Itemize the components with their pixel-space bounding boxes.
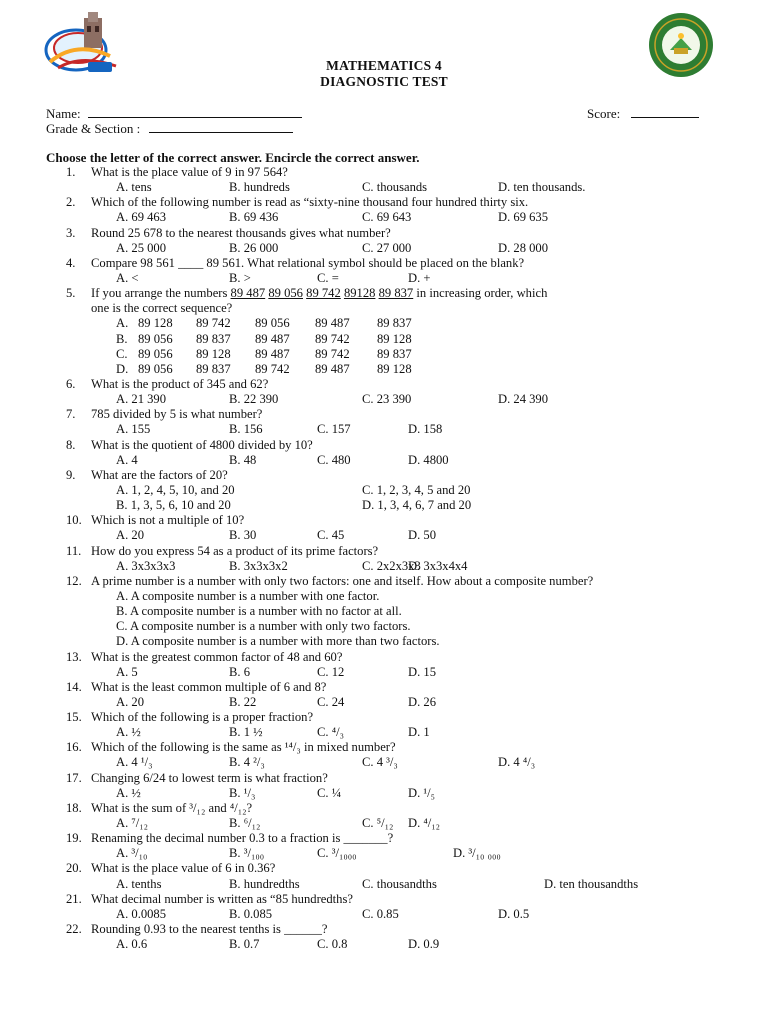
question-text-main: What are the factors of 20? — [91, 467, 228, 482]
answer-option[interactable]: B. 22 390 — [229, 392, 279, 407]
question-line — [0, 801, 768, 816]
question-text — [91, 680, 326, 695]
answer-option[interactable]: B. 4 ²/₃ — [229, 755, 265, 770]
question-number: 8. — [66, 437, 76, 452]
answer-option[interactable]: C. ³/₁₀₀₀ — [317, 846, 357, 861]
question-item — [0, 226, 768, 256]
options-row — [0, 634, 768, 649]
answer-option[interactable]: B. A composite number is a number with no factor at all. — [116, 604, 402, 619]
question-number: 10. — [66, 513, 82, 528]
question-item — [0, 165, 768, 195]
question-item — [0, 892, 768, 922]
question-text-main: Changing 6/24 to lowest term is what fraction? — [91, 770, 328, 785]
answer-option[interactable]: A. 21 390 — [116, 392, 167, 407]
options-row — [0, 271, 768, 286]
options-row — [0, 907, 768, 922]
question-text-main: What is the sum of ³/₁₂ and ⁴/₁₂? — [91, 800, 253, 815]
question-line — [0, 574, 768, 589]
question-text-main: If you arrange the numbers — [91, 286, 228, 301]
question-item — [0, 801, 768, 831]
question-text-main: Round 25 678 to the nearest thousands gives what number? — [91, 225, 391, 240]
grade-section-field[interactable] — [46, 120, 293, 137]
answer-option[interactable]: B. 30 — [229, 528, 257, 543]
options-row — [0, 498, 768, 513]
answer-option[interactable]: D. 50 — [408, 528, 436, 543]
question-text-main: Compare 98 561 ____ 89 561. What relational symbol should be placed on the blank? — [91, 255, 525, 270]
answer-option[interactable]: B. > — [229, 270, 251, 285]
answer-option[interactable]: D. 15 — [408, 664, 436, 679]
question-text — [91, 801, 252, 816]
options-row — [0, 665, 768, 680]
question-line — [0, 922, 768, 937]
sequence-value: 89 056 — [138, 331, 173, 346]
question-text-main: What is the quotient of 4800 divided by 10? — [91, 437, 313, 452]
question-number: 2. — [66, 195, 76, 210]
question-text — [91, 407, 262, 422]
answer-option[interactable]: D. 4800 — [408, 452, 449, 467]
question-line — [0, 513, 768, 528]
question-item — [0, 740, 768, 770]
answer-option[interactable]: D. 69 635 — [498, 210, 549, 225]
answer-option[interactable]: C. 12 — [317, 664, 345, 679]
question-text-main: Which of the following number is read as “sixty-nine thousand four hundred thirty six. — [91, 195, 529, 210]
options-row — [0, 528, 768, 543]
options-row — [0, 755, 768, 770]
question-item — [0, 710, 768, 740]
answer-option[interactable]: C. thousandths — [362, 876, 437, 891]
answer-option[interactable]: A. 4 — [116, 452, 138, 467]
sequence-option-row[interactable] — [0, 316, 768, 331]
answer-option[interactable]: A. ½ — [116, 785, 141, 800]
question-text — [91, 892, 353, 907]
answer-option[interactable]: C. ¼ — [317, 785, 342, 800]
sequence-value: 89 837 — [196, 361, 231, 376]
answer-option[interactable]: B. 26 000 — [229, 240, 279, 255]
answer-option[interactable]: C. 4 ³/₃ — [362, 755, 398, 770]
question-number: 14. — [66, 679, 82, 694]
question-number: 11. — [66, 543, 82, 558]
question-number: 5. — [66, 286, 76, 301]
name-label: Name: — [46, 106, 81, 121]
answer-option[interactable]: C. 45 — [317, 528, 345, 543]
answer-option[interactable]: B. 1 ½ — [229, 725, 263, 740]
answer-option[interactable]: C. 69 643 — [362, 210, 412, 225]
answer-option[interactable]: A. 69 463 — [116, 210, 167, 225]
answer-option[interactable]: D. 158 — [408, 422, 443, 437]
question-number: 3. — [66, 225, 76, 240]
options-row — [0, 241, 768, 256]
question-number: 17. — [66, 770, 82, 785]
question-number: 7. — [66, 407, 76, 422]
question-item — [0, 861, 768, 891]
sequence-value: 89 837 — [377, 316, 412, 331]
question-text — [91, 195, 528, 210]
answer-option[interactable]: A. < — [116, 270, 139, 285]
sequence-option-row[interactable] — [0, 362, 768, 377]
question-number: 12. — [66, 573, 82, 588]
sequence-value: 89 487 — [255, 346, 290, 361]
answer-option[interactable]: C. 0.85 — [362, 906, 399, 921]
answer-option[interactable]: C. 480 — [317, 452, 351, 467]
sequence-value: 89 742 — [315, 346, 350, 361]
question-text — [91, 438, 313, 453]
options-row — [0, 846, 768, 861]
question-line — [0, 892, 768, 907]
question-number: 22. — [66, 922, 82, 937]
answer-option[interactable]: D. 1 — [408, 725, 430, 740]
question-number: 16. — [66, 740, 82, 755]
sequence-value: 89 128 — [377, 331, 412, 346]
question-text-main: Which is not a multiple of 10? — [91, 513, 245, 528]
question-text-main: 785 divided by 5 is what number? — [91, 407, 263, 422]
answer-option[interactable]: A. 20 — [116, 694, 144, 709]
options-row — [0, 816, 768, 831]
answer-option[interactable]: A. ³/₁₀ — [116, 846, 148, 861]
question-text-after: in increasing order, which — [416, 286, 548, 301]
question-text — [91, 468, 228, 483]
question-text — [91, 256, 524, 271]
sequence-value: 89 056 — [138, 361, 173, 376]
question-text — [91, 574, 593, 589]
answer-option[interactable]: A. tens — [116, 180, 152, 195]
score-blank — [631, 105, 699, 118]
answer-option[interactable]: D. 24 390 — [498, 392, 549, 407]
answer-option[interactable]: A. 155 — [116, 422, 151, 437]
question-item — [0, 831, 768, 861]
options-row — [0, 619, 768, 634]
question-text — [91, 377, 268, 392]
question-text-main: What is the greatest common factor of 48 and 60? — [91, 649, 343, 664]
answer-option[interactable]: B. ⁶/₁₂ — [229, 816, 261, 831]
question-line — [0, 650, 768, 665]
question-text — [91, 831, 393, 846]
page-subtitle: DIAGNOSTIC TEST — [320, 74, 448, 89]
question-number: 1. — [66, 165, 76, 179]
question-item — [0, 468, 768, 513]
question-line — [0, 407, 768, 422]
question-item — [0, 574, 768, 650]
answer-option[interactable]: D. ten thousands. — [498, 180, 586, 195]
answer-option[interactable]: C. 0.8 — [317, 937, 348, 952]
answer-option[interactable]: A. 4 ¹/₃ — [116, 755, 153, 770]
question-number: 6. — [66, 376, 76, 391]
answer-option[interactable]: C. 27 000 — [362, 240, 412, 255]
options-row — [0, 422, 768, 437]
answer-option[interactable]: B. 6 — [229, 664, 250, 679]
question-text-main: What is the place value of 6 in 0.36? — [91, 861, 276, 876]
question-text-main: A prime number is a number with only two factors: one and itself. How about a composite number? — [91, 573, 594, 588]
answer-option[interactable]: B. hundreds — [229, 180, 290, 195]
answer-option[interactable]: A. 3x3x3x3 — [116, 558, 176, 573]
answer-option[interactable]: A. 5 — [116, 664, 138, 679]
options-row — [0, 453, 768, 468]
sequence-value: 89 128 — [138, 316, 173, 331]
option-letter: A. — [116, 316, 129, 331]
answer-option[interactable]: D. 0.9 — [408, 937, 440, 952]
answer-option[interactable]: C. 24 — [317, 694, 345, 709]
answer-option[interactable]: D. 0.5 — [498, 906, 530, 921]
answer-option[interactable]: B. 0.085 — [229, 906, 273, 921]
answer-option[interactable]: B. 0.7 — [229, 937, 260, 952]
question-text-cont: one is the correct sequence? — [91, 301, 233, 316]
answer-option[interactable]: D. 26 — [408, 694, 436, 709]
question-line — [0, 226, 768, 241]
answer-option[interactable]: C. 1, 2, 3, 4, 5 and 20 — [362, 482, 471, 497]
question-text — [91, 650, 342, 665]
options-row — [0, 559, 768, 574]
question-line — [0, 544, 768, 559]
sequence-number: 89 742 — [306, 286, 341, 301]
answer-option[interactable]: A. 0.6 — [116, 937, 148, 952]
sequence-option-row[interactable] — [0, 332, 768, 347]
answer-option[interactable]: A. ½ — [116, 725, 141, 740]
question-item — [0, 680, 768, 710]
options-row — [0, 589, 768, 604]
question-number: 15. — [66, 710, 82, 725]
options-row — [0, 180, 768, 195]
question-item — [0, 195, 768, 225]
page-title: MATHEMATICS 4 — [326, 58, 442, 73]
score-field[interactable] — [587, 105, 699, 122]
sequence-value: 89 487 — [255, 331, 290, 346]
question-number: 19. — [66, 831, 82, 846]
question-line — [0, 286, 768, 301]
sequence-number: 89 837 — [378, 286, 414, 301]
answer-option[interactable]: B. ¹/₃ — [229, 785, 256, 800]
question-item — [0, 438, 768, 468]
question-line-continued — [0, 301, 768, 316]
grade-section-label: Grade & Section : — [46, 121, 141, 136]
question-line — [0, 468, 768, 483]
question-number: 20. — [66, 861, 82, 876]
question-line — [0, 710, 768, 725]
question-text-main: Which of the following is a proper fraction? — [91, 710, 314, 725]
answer-option[interactable]: C. thousands — [362, 180, 428, 195]
question-line — [0, 740, 768, 755]
answer-option[interactable]: D. A composite number is a number with more than two factors. — [116, 634, 440, 649]
answer-option[interactable]: D. ten thousandths — [544, 876, 639, 891]
answer-option[interactable]: B. 22 — [229, 694, 257, 709]
question-text-main: Rounding 0.93 to the nearest tenths is ______? — [91, 922, 328, 937]
question-text-main: What is the place value of 9 in 97 564? — [91, 165, 288, 179]
answer-option[interactable]: A. 1, 2, 4, 5, 10, and 20 — [116, 482, 235, 497]
question-line — [0, 861, 768, 876]
answer-option[interactable]: D. 4 ⁴/₃ — [498, 755, 536, 770]
answer-option[interactable]: D. 1, 3, 4, 6, 7 and 20 — [362, 498, 472, 513]
answer-option[interactable]: C. 23 390 — [362, 392, 412, 407]
sequence-value: 89 837 — [196, 331, 231, 346]
answer-option[interactable]: B. 156 — [229, 422, 263, 437]
question-line — [0, 165, 768, 180]
option-letter: B. — [116, 331, 128, 346]
question-list — [0, 165, 768, 952]
options-row — [0, 725, 768, 740]
answer-option[interactable]: B. 48 — [229, 452, 257, 467]
question-item — [0, 407, 768, 437]
options-row — [0, 604, 768, 619]
question-text-main: Renaming the decimal number 0.3 to a fraction is _______? — [91, 831, 394, 846]
answer-option[interactable]: C. 157 — [317, 422, 351, 437]
question-text-main: Which of the following is the same as ¹⁴/₃ in mixed number? — [91, 740, 396, 755]
sequence-value: 89 742 — [255, 361, 290, 376]
answer-option[interactable]: A. ⁷/₁₂ — [116, 816, 149, 831]
answer-option[interactable]: B. hundredths — [229, 876, 300, 891]
question-text — [91, 710, 313, 725]
options-row — [0, 483, 768, 498]
question-text — [91, 922, 327, 937]
sequence-number: 89 487 — [230, 286, 266, 301]
answer-option[interactable]: D. ³/₁₀ ₀₀₀ — [453, 846, 501, 861]
sequence-value: 89 128 — [196, 346, 231, 361]
answer-option[interactable]: C. ⁴/₃ — [317, 725, 344, 740]
question-item — [0, 377, 768, 407]
question-text-main: How do you express 54 as a product of its prime factors? — [91, 543, 379, 558]
answer-option[interactable]: D. ⁴/₁₂ — [408, 816, 441, 831]
question-line — [0, 438, 768, 453]
question-item — [0, 286, 768, 377]
question-number: 18. — [66, 800, 82, 815]
answer-option[interactable]: D. 3x3x4x4 — [408, 558, 468, 573]
answer-option[interactable]: B. 3x3x3x2 — [229, 558, 288, 573]
question-text — [91, 513, 244, 528]
question-text — [91, 544, 378, 559]
options-row — [0, 786, 768, 801]
options-row — [0, 695, 768, 710]
options-row — [0, 392, 768, 407]
question-line — [0, 256, 768, 271]
question-text — [91, 226, 391, 241]
instructions: Choose the letter of the correct answer. Encircle the correct answer. — [46, 150, 420, 165]
answer-option[interactable]: C. 2x2x3x3 — [362, 558, 421, 573]
sequence-value: 89 056 — [255, 316, 290, 331]
sequence-option-row[interactable] — [0, 347, 768, 362]
answer-option[interactable]: C. ⁵/₁₂ — [362, 816, 394, 831]
answer-option[interactable]: C. = — [317, 270, 339, 285]
question-text — [91, 740, 396, 755]
question-text — [91, 165, 288, 180]
answer-option[interactable]: D. ¹/₅ — [408, 785, 436, 800]
question-line — [0, 771, 768, 786]
answer-option[interactable]: B. 1, 3, 5, 6, 10 and 20 — [116, 498, 231, 513]
question-number: 13. — [66, 649, 82, 664]
question-text — [91, 861, 275, 876]
option-letter: D. — [116, 361, 129, 376]
question-item — [0, 771, 768, 801]
question-line — [0, 831, 768, 846]
options-row — [0, 877, 768, 892]
answer-option[interactable]: A. tenths — [116, 876, 162, 891]
question-item — [0, 650, 768, 680]
answer-option[interactable]: C. A composite number is a number with only two factors. — [116, 619, 411, 634]
answer-option[interactable]: D. + — [408, 270, 431, 285]
sequence-value: 89 056 — [138, 346, 173, 361]
sequence-value: 89 742 — [315, 331, 350, 346]
question-line — [0, 195, 768, 210]
score-label: Score: — [587, 106, 621, 121]
option-letter: C. — [116, 346, 128, 361]
sequence-value: 89 487 — [315, 316, 350, 331]
question-item — [0, 513, 768, 543]
question-number: 21. — [66, 891, 82, 906]
sequence-number: 89 056 — [268, 286, 303, 301]
sequence-number: 89128 — [343, 286, 376, 301]
name-blank — [88, 105, 302, 118]
sequence-value: 89 837 — [377, 346, 412, 361]
options-row — [0, 210, 768, 225]
question-number: 4. — [66, 255, 76, 270]
question-text-main: What decimal number is written as “85 hundredths? — [91, 891, 353, 906]
options-row — [0, 937, 768, 952]
answer-option[interactable]: A. 25 000 — [116, 240, 167, 255]
answer-option[interactable]: A. 20 — [116, 528, 144, 543]
question-item — [0, 922, 768, 952]
question-item — [0, 256, 768, 286]
question-line — [0, 377, 768, 392]
question-text — [91, 286, 547, 301]
answer-option[interactable]: B. 69 436 — [229, 210, 279, 225]
answer-option[interactable]: A. 0.0085 — [116, 906, 167, 921]
question-line — [0, 680, 768, 695]
sequence-value: 89 128 — [377, 361, 412, 376]
answer-option[interactable]: B. ³/₁₀₀ — [229, 846, 265, 861]
question-text-main: What is the product of 345 and 62? — [91, 376, 269, 391]
grade-section-blank — [149, 120, 293, 133]
question-text — [91, 771, 328, 786]
answer-option[interactable]: A. A composite number is a number with one factor. — [116, 588, 380, 603]
question-text-main: What is the least common multiple of 6 and 8? — [91, 679, 327, 694]
question-number: 9. — [66, 467, 76, 482]
answer-option[interactable]: D. 28 000 — [498, 240, 549, 255]
sequence-value: 89 487 — [315, 361, 350, 376]
question-item — [0, 544, 768, 574]
sequence-value: 89 742 — [196, 316, 231, 331]
